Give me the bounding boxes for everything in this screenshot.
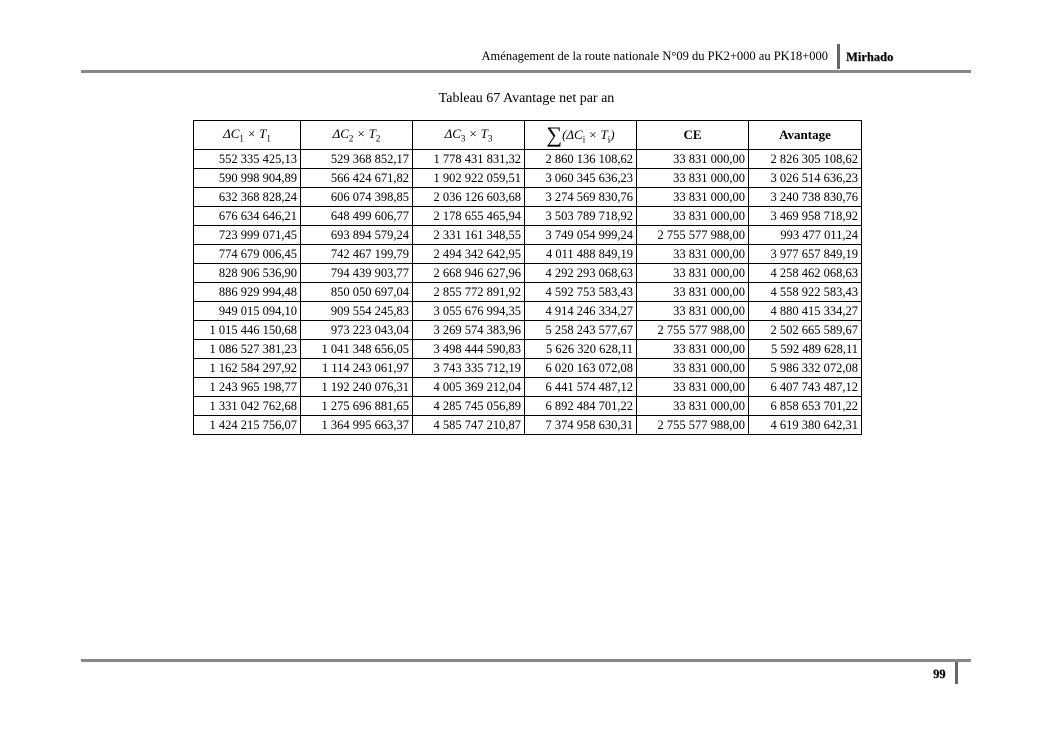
table-body <box>194 150 862 435</box>
table-cell-avantage: 5 986 332 072,08 <box>749 359 862 378</box>
table-cell-dc1-t1: 723 999 071,45 <box>194 226 301 245</box>
table-cell-sum: 6 892 484 701,22 <box>525 397 637 416</box>
table-cell-avantage: 3 240 738 830,76 <box>749 188 862 207</box>
table-cell-avantage: 4 619 380 642,31 <box>749 416 862 435</box>
table-row <box>194 340 862 359</box>
table-row <box>194 169 862 188</box>
table-cell-sum: 6 020 163 072,08 <box>525 359 637 378</box>
table-cell-dc3-t3: 4 585 747 210,87 <box>413 416 525 435</box>
table-row <box>194 150 862 169</box>
table-cell-dc3-t3: 3 743 335 712,19 <box>413 359 525 378</box>
table-cell-ce: 33 831 000,00 <box>637 359 749 378</box>
table-cell-dc3-t3: 2 331 161 348,55 <box>413 226 525 245</box>
table-cell-ce: 33 831 000,00 <box>637 188 749 207</box>
column-header-dc2-t2: $\Delta C_2 \times T_2$ <box>301 121 413 150</box>
table-row <box>194 416 862 435</box>
table-cell-sum: 3 749 054 999,24 <box>525 226 637 245</box>
table-cell-ce: 33 831 000,00 <box>637 169 749 188</box>
table-cell-dc2-t2: 1 192 240 076,31 <box>301 378 413 397</box>
table-cell-dc2-t2: 1 275 696 881,65 <box>301 397 413 416</box>
table-header-row <box>194 121 862 150</box>
page-number: 99 <box>933 667 946 681</box>
table-cell-avantage: 4 880 415 334,27 <box>749 302 862 321</box>
table-caption: Tableau 67 Avantage net par an <box>438 91 615 106</box>
table-cell-dc3-t3: 3 498 444 590,83 <box>413 340 525 359</box>
table-cell-dc1-t1: 676 634 646,21 <box>194 207 301 226</box>
table-row <box>194 397 862 416</box>
table-cell-avantage: 2 826 305 108,62 <box>749 150 862 169</box>
table-cell-dc1-t1: 1 162 584 297,92 <box>194 359 301 378</box>
column-header-avantage: Avantage <box>749 121 862 150</box>
table-row <box>194 359 862 378</box>
table-cell-sum: 3 503 789 718,92 <box>525 207 637 226</box>
table-cell-dc1-t1: 1 331 042 762,68 <box>194 397 301 416</box>
table-cell-dc2-t2: 529 368 852,17 <box>301 150 413 169</box>
table-cell-sum: 4 011 488 849,19 <box>525 245 637 264</box>
table-cell-dc2-t2: 606 074 398,85 <box>301 188 413 207</box>
table-cell-sum: 4 592 753 583,43 <box>525 283 637 302</box>
table-cell-dc1-t1: 1 424 215 756,07 <box>194 416 301 435</box>
table-row <box>194 283 862 302</box>
table-cell-avantage: 6 858 653 701,22 <box>749 397 862 416</box>
table-cell-dc3-t3: 2 668 946 627,96 <box>413 264 525 283</box>
table-cell-dc3-t3: 4 005 369 212,04 <box>413 378 525 397</box>
table-cell-ce: 33 831 000,00 <box>637 302 749 321</box>
table-cell-sum: 5 258 243 577,67 <box>525 321 637 340</box>
table-row <box>194 207 862 226</box>
table-cell-dc1-t1: 886 929 994,48 <box>194 283 301 302</box>
footer-rule <box>81 659 971 662</box>
running-header-title: Aménagement de la route nationale N°09 du PK2+000 au PK18+000 <box>481 49 828 63</box>
table-cell-sum: 6 441 574 487,12 <box>525 378 637 397</box>
table-cell-ce: 33 831 000,00 <box>637 245 749 264</box>
table-cell-ce: 33 831 000,00 <box>637 150 749 169</box>
table-cell-avantage: 4 558 922 583,43 <box>749 283 862 302</box>
table-cell-dc3-t3: 2 494 342 642,95 <box>413 245 525 264</box>
advantage-table <box>193 120 862 435</box>
table-cell-dc2-t2: 973 223 043,04 <box>301 321 413 340</box>
table-cell-dc1-t1: 552 335 425,13 <box>194 150 301 169</box>
table-cell-dc1-t1: 949 015 094,10 <box>194 302 301 321</box>
table-row <box>194 302 862 321</box>
table-cell-ce: 33 831 000,00 <box>637 397 749 416</box>
table-row <box>194 188 862 207</box>
table-cell-sum: 7 374 958 630,31 <box>525 416 637 435</box>
table-cell-dc3-t3: 2 178 655 465,94 <box>413 207 525 226</box>
table-cell-sum: 3 060 345 636,23 <box>525 169 637 188</box>
table-cell-ce: 2 755 577 988,00 <box>637 321 749 340</box>
table-cell-ce: 33 831 000,00 <box>637 378 749 397</box>
table-cell-dc2-t2: 1 114 243 061,97 <box>301 359 413 378</box>
table-cell-dc3-t3: 1 902 922 059,51 <box>413 169 525 188</box>
table-cell-dc2-t2: 1 041 348 656,05 <box>301 340 413 359</box>
table-cell-ce: 33 831 000,00 <box>637 264 749 283</box>
table-cell-dc1-t1: 828 906 536,90 <box>194 264 301 283</box>
table-cell-avantage: 3 469 958 718,92 <box>749 207 862 226</box>
table-cell-dc1-t1: 590 998 904,89 <box>194 169 301 188</box>
running-header-brand: Mirhado <box>846 50 894 64</box>
table-row <box>194 245 862 264</box>
table-cell-ce: 2 755 577 988,00 <box>637 226 749 245</box>
table-cell-dc2-t2: 693 894 579,24 <box>301 226 413 245</box>
column-header-ce: CE <box>637 121 749 150</box>
table-cell-avantage: 3 026 514 636,23 <box>749 169 862 188</box>
footer-separator <box>955 662 958 684</box>
table-cell-dc2-t2: 566 424 671,82 <box>301 169 413 188</box>
table-cell-dc2-t2: 742 467 199,79 <box>301 245 413 264</box>
table-row <box>194 321 862 340</box>
table-cell-avantage: 5 592 489 628,11 <box>749 340 862 359</box>
header-separator <box>837 44 840 69</box>
table-cell-dc2-t2: 850 050 697,04 <box>301 283 413 302</box>
table-cell-avantage: 993 477 011,24 <box>749 226 862 245</box>
table-cell-dc2-t2: 648 499 606,77 <box>301 207 413 226</box>
table-cell-sum: 4 914 246 334,27 <box>525 302 637 321</box>
table-cell-sum: 2 860 136 108,62 <box>525 150 637 169</box>
table-cell-dc1-t1: 1 086 527 381,23 <box>194 340 301 359</box>
table-cell-dc1-t1: 1 015 446 150,68 <box>194 321 301 340</box>
table-cell-sum: 5 626 320 628,11 <box>525 340 637 359</box>
table-cell-dc3-t3: 2 036 126 603,68 <box>413 188 525 207</box>
table-cell-avantage: 3 977 657 849,19 <box>749 245 862 264</box>
table-cell-avantage: 4 258 462 068,63 <box>749 264 862 283</box>
table-cell-avantage: 2 502 665 589,67 <box>749 321 862 340</box>
table-cell-dc2-t2: 909 554 245,83 <box>301 302 413 321</box>
table-cell-sum: 4 292 293 068,63 <box>525 264 637 283</box>
column-header-dc1-t1: $\Delta C_1 \times T_1$ <box>194 121 301 150</box>
column-header-dc3-t3: $\Delta C_3 \times T_3$ <box>413 121 525 150</box>
table-cell-ce: 33 831 000,00 <box>637 340 749 359</box>
table-cell-ce: 2 755 577 988,00 <box>637 416 749 435</box>
column-header-sum: $\sum(\Delta C_i \times T_i)$ <box>525 121 637 150</box>
table-cell-dc2-t2: 794 439 903,77 <box>301 264 413 283</box>
table-cell-ce: 33 831 000,00 <box>637 207 749 226</box>
table-cell-dc3-t3: 1 778 431 831,32 <box>413 150 525 169</box>
table-cell-ce: 33 831 000,00 <box>637 283 749 302</box>
table-cell-avantage: 6 407 743 487,12 <box>749 378 862 397</box>
table-cell-dc3-t3: 2 855 772 891,92 <box>413 283 525 302</box>
table-row <box>194 378 862 397</box>
header-rule <box>81 70 971 73</box>
table-cell-dc3-t3: 3 269 574 383,96 <box>413 321 525 340</box>
table-cell-sum: 3 274 569 830,76 <box>525 188 637 207</box>
table-cell-dc1-t1: 774 679 006,45 <box>194 245 301 264</box>
table-cell-dc1-t1: 632 368 828,24 <box>194 188 301 207</box>
table-cell-dc2-t2: 1 364 995 663,37 <box>301 416 413 435</box>
table-cell-dc3-t3: 4 285 745 056,89 <box>413 397 525 416</box>
table-cell-dc3-t3: 3 055 676 994,35 <box>413 302 525 321</box>
table-cell-dc1-t1: 1 243 965 198,77 <box>194 378 301 397</box>
table-row <box>194 226 862 245</box>
table-row <box>194 264 862 283</box>
